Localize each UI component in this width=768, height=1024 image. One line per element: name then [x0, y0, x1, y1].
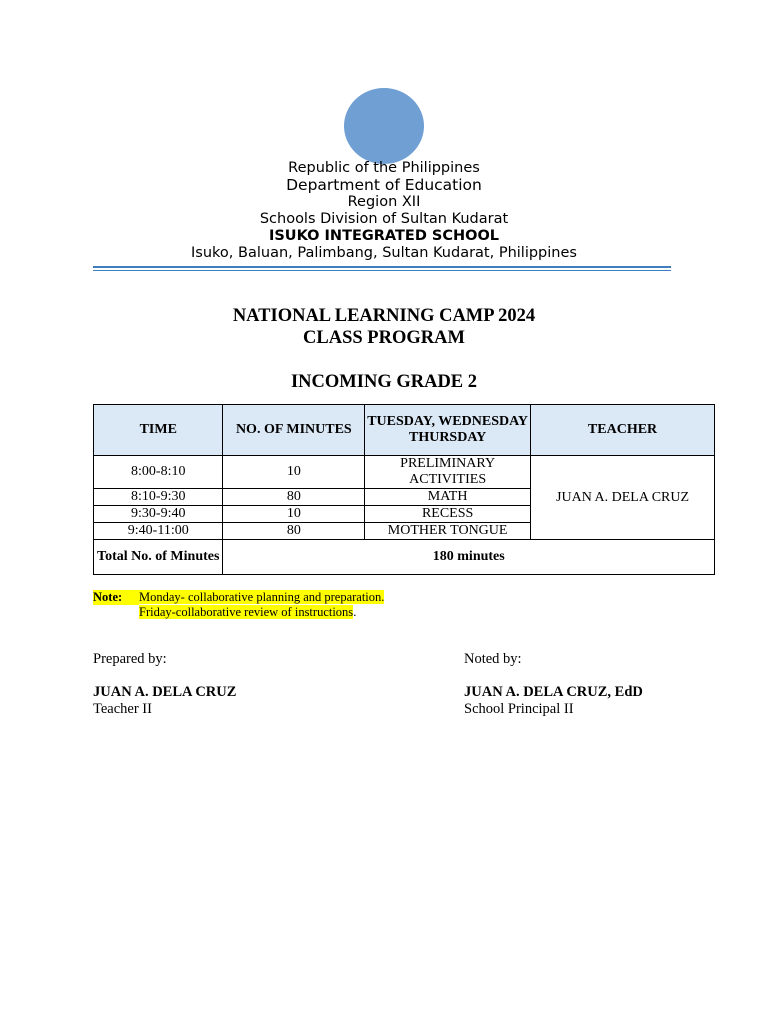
- cell-teacher: JUAN A. DELA CRUZ: [531, 456, 715, 540]
- header-region: Region XII: [347, 194, 421, 210]
- letterhead: [0, 160, 768, 262]
- cell-activity: MATH: [365, 489, 531, 506]
- doc-title: NATIONAL LEARNING CAMP 2024: [232, 306, 536, 326]
- total-value: 180 minutes: [223, 540, 715, 575]
- header-department: Department of Education: [286, 176, 482, 194]
- prepared-name: JUAN A. DELA CRUZ: [93, 684, 237, 700]
- grade-title: INCOMING GRADE 2: [290, 372, 478, 392]
- cell-minutes: 10: [223, 506, 365, 523]
- noted-name: JUAN A. DELA CRUZ, EdD: [464, 684, 643, 700]
- cell-minutes: 10: [223, 456, 365, 489]
- header-school: ISUKO INTEGRATED SCHOOL: [268, 228, 500, 244]
- prepared-title: Teacher II: [93, 701, 152, 717]
- cell-time: 9:30-9:40: [94, 506, 223, 523]
- header-days: TUESDAY, WEDNESDAY THURSDAY: [365, 405, 531, 456]
- table-row: [94, 456, 715, 489]
- cell-activity: MOTHER TONGUE: [365, 523, 531, 540]
- note-block: [93, 590, 384, 620]
- header-address: Isuko, Baluan, Palimbang, Sultan Kudarat, Philippines: [191, 245, 577, 261]
- cell-minutes: 80: [223, 523, 365, 540]
- prepared-by-block: [93, 651, 236, 718]
- note-line-2: Friday-collaborative review of instructions: [139, 605, 354, 619]
- cell-activity: RECESS: [365, 506, 531, 523]
- header-rule-thin: [93, 270, 671, 271]
- noted-label: Noted by:: [464, 651, 522, 667]
- cell-minutes: 80: [223, 489, 365, 506]
- school-logo: [344, 88, 424, 164]
- note-line-2-period: .: [353, 605, 357, 619]
- header-time: TIME: [94, 405, 223, 456]
- total-row: [94, 540, 715, 575]
- note-label: Note:: [93, 590, 139, 605]
- header-republic: Republic of the Philippines: [288, 160, 480, 176]
- noted-by-block: [464, 651, 643, 718]
- noted-title: School Principal II: [464, 701, 574, 717]
- note-line-1: Monday- collaborative planning and preparation.: [139, 590, 385, 604]
- table-header-row: [94, 405, 715, 456]
- cell-time: 9:40-11:00: [94, 523, 223, 540]
- header-rule-thick: [93, 266, 671, 268]
- cell-time: 8:10-9:30: [94, 489, 223, 506]
- prepared-label: Prepared by:: [93, 651, 167, 667]
- cell-activity: PRELIMINARY ACTIVITIES: [365, 456, 531, 489]
- header-division: Schools Division of Sultan Kudarat: [259, 211, 509, 227]
- header-teacher: TEACHER: [531, 405, 715, 456]
- class-program-table: [93, 404, 715, 575]
- header-minutes: NO. OF MINUTES: [223, 405, 365, 456]
- total-label: Total No. of Minutes: [94, 540, 223, 575]
- cell-time: 8:00-8:10: [94, 456, 223, 489]
- doc-subtitle: CLASS PROGRAM: [303, 328, 465, 348]
